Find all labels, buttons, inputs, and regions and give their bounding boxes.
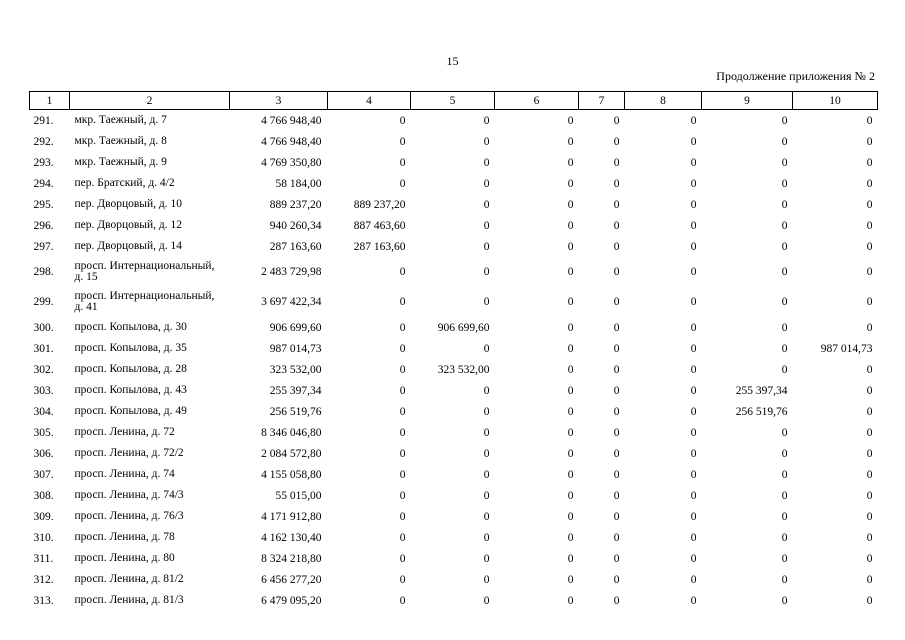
col8-cell: 0: [690, 321, 697, 334]
col4-cell: 0: [399, 296, 406, 308]
amount-total-cell: 256 519,76: [269, 405, 322, 418]
amount-total-cell: 55 015,00: [275, 489, 322, 502]
table-row: [30, 590, 878, 611]
col9-cell: 0: [781, 198, 788, 211]
col6-cell: 0: [567, 384, 574, 397]
address-cell: пер. Дворцовый, д. 12: [74, 219, 183, 231]
row-number: 303.: [33, 384, 54, 397]
table-row: [30, 422, 878, 443]
amount-total-cell: 889 237,20: [269, 198, 322, 211]
col9-cell: 0: [781, 594, 788, 607]
amount-total-cell: 940 260,34: [269, 219, 322, 232]
table-row: [30, 380, 878, 401]
col4-cell: 0: [399, 321, 406, 334]
amount-total-cell: 2 084 572,80: [261, 447, 322, 460]
col10-cell: 0: [866, 384, 873, 397]
col8-cell: 0: [690, 156, 697, 169]
address-cell: просп. Ленина, д. 72/2: [74, 447, 184, 459]
table-body: [30, 110, 878, 612]
address-cell: просп. Ленина, д. 76/3: [74, 510, 184, 522]
col9-cell: 0: [781, 426, 788, 439]
table-row: [30, 194, 878, 215]
address-cell: просп. Копылова, д. 35: [74, 342, 187, 354]
table-row: [30, 464, 878, 485]
col10-cell: 0: [866, 114, 873, 127]
col7-cell: 0: [613, 510, 620, 523]
table-row: [30, 359, 878, 380]
row-number: 300.: [33, 321, 54, 334]
col6-cell: 0: [567, 594, 574, 607]
column-header: 10: [793, 92, 878, 110]
column-header: 2: [70, 92, 230, 110]
table-row: [30, 506, 878, 527]
amount-total-cell: 6 456 277,20: [261, 573, 322, 586]
col7-cell: 0: [613, 489, 620, 502]
col4-cell: 287 163,60: [353, 240, 406, 253]
amount-total-cell: 987 014,73: [269, 342, 322, 355]
col4-cell: 0: [399, 405, 406, 418]
col7-cell: 0: [613, 240, 620, 253]
table-row: [30, 215, 878, 236]
row-number: 307.: [33, 468, 54, 481]
col10-cell: 0: [866, 219, 873, 232]
table-row: [30, 338, 878, 359]
amount-total-cell: 323 532,00: [269, 363, 322, 376]
col4-cell: 0: [399, 363, 406, 376]
table-row: [30, 569, 878, 590]
row-number: 297.: [33, 240, 54, 253]
column-header: 4: [328, 92, 411, 110]
address-cell: мкр. Таежный, д. 8: [74, 135, 167, 147]
amount-total-cell: 287 163,60: [269, 240, 322, 253]
column-header: 8: [625, 92, 702, 110]
col6-cell: 0: [567, 219, 574, 232]
col8-cell: 0: [690, 468, 697, 481]
row-number: 304.: [33, 405, 54, 418]
col5-cell: 0: [483, 135, 490, 148]
col4-cell: 0: [399, 468, 406, 481]
address-cell: пер. Братский, д. 4/2: [74, 177, 175, 189]
col5-cell: 0: [483, 510, 490, 523]
col8-cell: 0: [690, 405, 697, 418]
col9-cell: 0: [781, 114, 788, 127]
col10-cell: 0: [866, 468, 873, 481]
col7-cell: 0: [613, 296, 620, 308]
col5-cell: 0: [483, 198, 490, 211]
col8-cell: 0: [690, 219, 697, 232]
col10-cell: 0: [866, 198, 873, 211]
table-row: [30, 317, 878, 338]
col10-cell: 0: [866, 363, 873, 376]
col5-cell: 0: [483, 384, 490, 397]
col4-cell: 0: [399, 531, 406, 544]
col5-cell: 323 532,00: [437, 363, 490, 376]
col6-cell: 0: [567, 321, 574, 334]
col5-cell: 0: [483, 594, 490, 607]
col10-cell: 0: [866, 177, 873, 190]
row-number: 302.: [33, 363, 54, 376]
col9-cell: 0: [781, 531, 788, 544]
col9-cell: 0: [781, 177, 788, 190]
col5-cell: 0: [483, 342, 490, 355]
address-cell: мкр. Таежный, д. 9: [74, 156, 167, 168]
col9-cell: 0: [781, 489, 788, 502]
col5-cell: 0: [483, 573, 490, 586]
col4-cell: 0: [399, 342, 406, 355]
col4-cell: 0: [399, 135, 406, 148]
address-cell: просп. Ленина, д. 81/2: [74, 573, 184, 585]
column-header: 7: [579, 92, 625, 110]
col7-cell: 0: [613, 321, 620, 334]
address-cell: пер. Дворцовый, д. 10: [74, 198, 183, 210]
col8-cell: 0: [690, 177, 697, 190]
address-cell: просп. Копылова, д. 30: [74, 321, 187, 333]
col9-cell: 0: [781, 321, 788, 334]
column-header: 5: [411, 92, 495, 110]
row-number: 305.: [33, 426, 54, 439]
amount-total-cell: 4 171 912,80: [261, 510, 322, 523]
col6-cell: 0: [567, 177, 574, 190]
address-cell: просп. Ленина, д. 81/3: [74, 594, 184, 606]
col8-cell: 0: [690, 266, 697, 278]
col4-cell: 0: [399, 426, 406, 439]
col10-cell: 0: [866, 321, 873, 334]
data-table: [29, 91, 878, 611]
col7-cell: 0: [613, 114, 620, 127]
col6-cell: 0: [567, 135, 574, 148]
col5-cell: 0: [483, 489, 490, 502]
table-row: [30, 257, 878, 287]
row-number: 301.: [33, 342, 54, 355]
col7-cell: 0: [613, 156, 620, 169]
col4-cell: 0: [399, 266, 406, 278]
table-row: [30, 152, 878, 173]
col10-cell: 0: [866, 573, 873, 586]
col9-cell: 0: [781, 240, 788, 253]
col10-cell: 0: [866, 240, 873, 253]
table-row: [30, 548, 878, 569]
col6-cell: 0: [567, 198, 574, 211]
amount-total-cell: 4 769 350,80: [261, 156, 322, 169]
table-row: [30, 527, 878, 548]
col6-cell: 0: [567, 156, 574, 169]
col5-cell: 0: [483, 156, 490, 169]
col7-cell: 0: [613, 363, 620, 376]
col10-cell: 0: [866, 489, 873, 502]
col7-cell: 0: [613, 531, 620, 544]
col4-cell: 0: [399, 384, 406, 397]
col8-cell: 0: [690, 573, 697, 586]
row-number: 311.: [33, 552, 54, 565]
col10-cell: 0: [866, 426, 873, 439]
col9-cell: 0: [781, 573, 788, 586]
col8-cell: 0: [690, 342, 697, 355]
col9-cell: 0: [781, 552, 788, 565]
row-number: 299.: [33, 296, 54, 308]
col8-cell: 0: [690, 296, 697, 308]
table-row: [30, 485, 878, 506]
col7-cell: 0: [613, 468, 620, 481]
col4-cell: 0: [399, 510, 406, 523]
col7-cell: 0: [613, 219, 620, 232]
continuation-caption: Продолжение приложения № 2: [716, 69, 875, 83]
row-number: 292.: [33, 135, 54, 148]
column-header: 1: [30, 92, 70, 110]
col5-cell: 0: [483, 240, 490, 253]
col8-cell: 0: [690, 363, 697, 376]
address-cell: просп. Ленина, д. 78: [74, 531, 175, 543]
table-row: [30, 443, 878, 464]
amount-total-cell: 6 479 095,20: [261, 594, 322, 607]
col8-cell: 0: [690, 114, 697, 127]
col9-cell: 0: [781, 342, 788, 355]
col9-cell: 255 397,34: [735, 384, 788, 397]
col5-cell: 0: [483, 447, 490, 460]
col10-cell: 0: [866, 552, 873, 565]
col8-cell: 0: [690, 489, 697, 502]
table-row: [30, 131, 878, 152]
col6-cell: 0: [567, 240, 574, 253]
col9-cell: 0: [781, 135, 788, 148]
col7-cell: 0: [613, 573, 620, 586]
col6-cell: 0: [567, 489, 574, 502]
col9-cell: 0: [781, 447, 788, 460]
address-cell: просп. Копылова, д. 28: [74, 363, 187, 375]
amount-total-cell: 58 184,00: [275, 177, 322, 190]
table-row: [30, 236, 878, 257]
col8-cell: 0: [690, 510, 697, 523]
col8-cell: 0: [690, 531, 697, 544]
col4-cell: 0: [399, 177, 406, 190]
address-cell: просп. Ленина, д. 80: [74, 552, 175, 564]
col4-cell: 0: [399, 114, 406, 127]
col4-cell: 0: [399, 156, 406, 169]
col8-cell: 0: [690, 198, 697, 211]
col6-cell: 0: [567, 114, 574, 127]
col10-cell: 0: [866, 135, 873, 148]
col10-cell: 0: [866, 266, 873, 278]
address-cell: мкр. Таежный, д. 7: [74, 114, 167, 126]
col10-cell: 0: [866, 405, 873, 418]
col4-cell: 887 463,60: [353, 219, 406, 232]
col6-cell: 0: [567, 296, 574, 308]
amount-total-cell: 2 483 729,98: [261, 266, 322, 278]
table-row: [30, 173, 878, 194]
column-header: 9: [702, 92, 793, 110]
col10-cell: 0: [866, 156, 873, 169]
amount-total-cell: 3 697 422,34: [261, 296, 322, 308]
col7-cell: 0: [613, 342, 620, 355]
col7-cell: 0: [613, 198, 620, 211]
address-cell: просп. Интернациональный, д. 41: [74, 290, 215, 313]
row-number: 308.: [33, 489, 54, 502]
row-number: 298.: [33, 266, 54, 278]
col10-cell: 0: [866, 447, 873, 460]
column-header: 6: [495, 92, 579, 110]
address-cell: просп. Копылова, д. 43: [74, 384, 187, 396]
row-number: 306.: [33, 447, 54, 460]
col5-cell: 0: [483, 426, 490, 439]
col5-cell: 906 699,60: [437, 321, 490, 334]
amount-total-cell: 255 397,34: [269, 384, 322, 397]
col8-cell: 0: [690, 384, 697, 397]
col8-cell: 0: [690, 135, 697, 148]
col6-cell: 0: [567, 363, 574, 376]
col8-cell: 0: [690, 240, 697, 253]
col4-cell: 0: [399, 447, 406, 460]
amount-total-cell: 4 155 058,80: [261, 468, 322, 481]
col7-cell: 0: [613, 266, 620, 278]
col9-cell: 0: [781, 219, 788, 232]
col5-cell: 0: [483, 531, 490, 544]
col6-cell: 0: [567, 552, 574, 565]
col7-cell: 0: [613, 426, 620, 439]
col8-cell: 0: [690, 594, 697, 607]
col6-cell: 0: [567, 405, 574, 418]
table-row: [30, 401, 878, 422]
row-number: 294.: [33, 177, 54, 190]
col5-cell: 0: [483, 266, 490, 278]
col5-cell: 0: [483, 177, 490, 190]
amount-total-cell: 906 699,60: [269, 321, 322, 334]
col6-cell: 0: [567, 342, 574, 355]
col9-cell: 0: [781, 363, 788, 376]
row-number: 312.: [33, 573, 54, 586]
col7-cell: 0: [613, 135, 620, 148]
col4-cell: 0: [399, 552, 406, 565]
col6-cell: 0: [567, 531, 574, 544]
col6-cell: 0: [567, 510, 574, 523]
col9-cell: 256 519,76: [735, 405, 788, 418]
col10-cell: 0: [866, 510, 873, 523]
col8-cell: 0: [690, 552, 697, 565]
page-number: 15: [446, 54, 459, 68]
col7-cell: 0: [613, 552, 620, 565]
table-row: [30, 287, 878, 317]
col7-cell: 0: [613, 405, 620, 418]
col5-cell: 0: [483, 552, 490, 565]
amount-total-cell: 4 162 130,40: [261, 531, 322, 544]
col4-cell: 0: [399, 594, 406, 607]
amount-total-cell: 4 766 948,40: [261, 114, 322, 127]
row-number: 291.: [33, 114, 54, 127]
amount-total-cell: 8 324 218,80: [261, 552, 322, 565]
col6-cell: 0: [567, 573, 574, 586]
col5-cell: 0: [483, 296, 490, 308]
col4-cell: 889 237,20: [353, 198, 406, 211]
col7-cell: 0: [613, 594, 620, 607]
address-cell: просп. Ленина, д. 74/3: [74, 489, 184, 501]
col5-cell: 0: [483, 114, 490, 127]
col9-cell: 0: [781, 156, 788, 169]
col10-cell: 0: [866, 594, 873, 607]
row-number: 313.: [33, 594, 54, 607]
row-number: 309.: [33, 510, 54, 523]
col5-cell: 0: [483, 468, 490, 481]
row-number: 310.: [33, 531, 54, 544]
col10-cell: 0: [866, 531, 873, 544]
col6-cell: 0: [567, 468, 574, 481]
address-cell: пер. Дворцовый, д. 14: [74, 240, 183, 252]
col6-cell: 0: [567, 447, 574, 460]
row-number: 293.: [33, 156, 54, 169]
col7-cell: 0: [613, 384, 620, 397]
address-cell: просп. Ленина, д. 74: [74, 468, 175, 480]
col8-cell: 0: [690, 447, 697, 460]
row-number: 296.: [33, 219, 54, 232]
col9-cell: 0: [781, 510, 788, 523]
col9-cell: 0: [781, 468, 788, 481]
col8-cell: 0: [690, 426, 697, 439]
amount-total-cell: 8 346 046,80: [261, 426, 322, 439]
col5-cell: 0: [483, 405, 490, 418]
col4-cell: 0: [399, 573, 406, 586]
row-number: 295.: [33, 198, 54, 211]
col9-cell: 0: [781, 296, 788, 308]
col9-cell: 0: [781, 266, 788, 278]
col10-cell: 987 014,73: [820, 342, 873, 355]
amount-total-cell: 4 766 948,40: [261, 135, 322, 148]
col10-cell: 0: [866, 296, 873, 308]
column-header: 3: [230, 92, 328, 110]
col4-cell: 0: [399, 489, 406, 502]
col6-cell: 0: [567, 266, 574, 278]
col5-cell: 0: [483, 219, 490, 232]
address-cell: просп. Ленина, д. 72: [74, 426, 175, 438]
address-cell: просп. Интернациональный, д. 15: [74, 260, 215, 283]
table-row: [30, 110, 878, 132]
col6-cell: 0: [567, 426, 574, 439]
address-cell: просп. Копылова, д. 49: [74, 405, 187, 417]
table-header-row: [30, 92, 878, 110]
col7-cell: 0: [613, 177, 620, 190]
col7-cell: 0: [613, 447, 620, 460]
